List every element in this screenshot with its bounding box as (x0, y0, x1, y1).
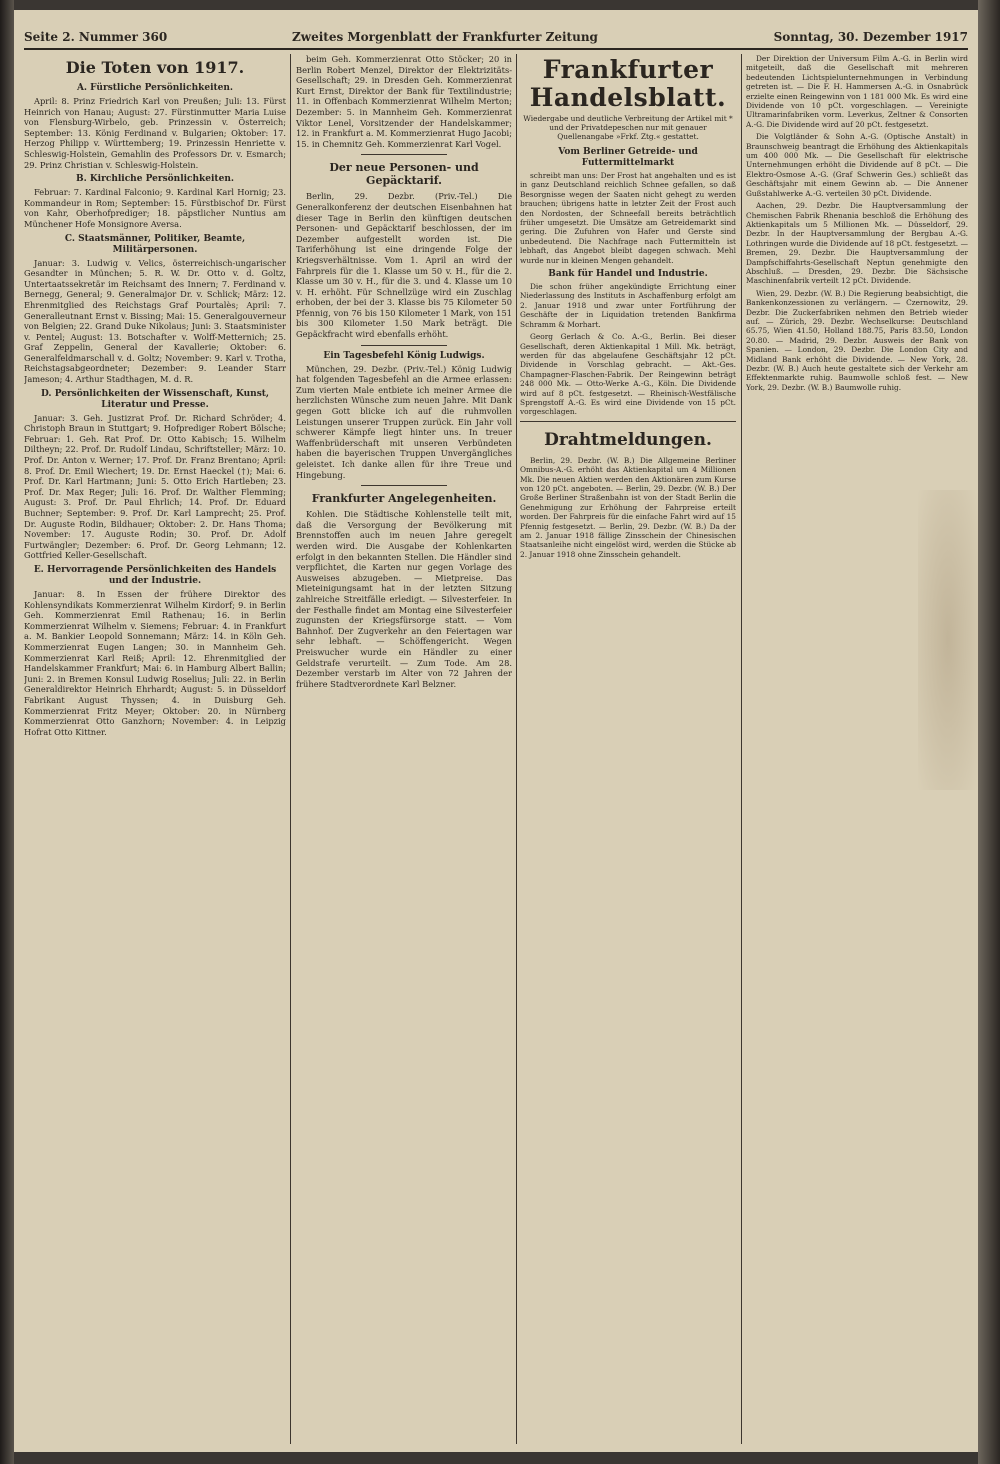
section-heading: E. Hervorragende Persönlichkeiten des Handels und der Industrie. (33, 564, 277, 586)
article-title: Vom Berliner Getreide- und Futtermittelmarkt (558, 147, 698, 168)
article-paragraph: April: 8. Prinz Friedrich Karl von Preußen; Juli: 13. Fürst Heinrich von Hanau; August: 27. Fürstinmutter Maria Luise von Flensburg-Wirbelo, geb. Prinzessin v. Österreich; September: 13. König Ferdinand v. Bulgarien; Oktober: 17. Herzog Philipp v. Württemberg; 19. Prinzessin Henriette v. Schleswig-Holstein, Gemahlin des Professors Dr. v. Esmarch; 29. Prinz Christian v. Schleswig-Holstein. (24, 96, 286, 170)
paper-title: Zweites Morgenblatt der Frankfurter Zeitung (292, 30, 598, 44)
page-edge-shadow (978, 0, 1000, 1464)
section-title: Drahtmeldungen. (520, 421, 736, 450)
article-paragraph: beim Geh. Kommerzienrat Otto Stöcker; 20 in Berlin Robert Menzel, Direktor der Elektrizitäts-Gesellschaft; 29. in Dresden Geh. Kommerzienrat Kurt Ernst, Direktor der Bank für Textilindustrie; 11. in Offenbach Kommerzienrat Wilhelm Merton; Dezember: 5. in Mannheim Geh. Kommerzienrat Viktor Lenel, Vorsitzender der Handelskammer; 12. in Frankfurt a. M. Kommerzienrat Hugo Jacobi; 15. in Chemnitz Geh. Kommerzienrat Karl Vogel. (296, 54, 512, 149)
newspaper-page (14, 10, 978, 1452)
copyright-note: Wiedergabe und deutliche Verbreitung der Artikel mit * und der Privatdepeschen nur mit genauer Quellenangabe »Frkf. Ztg.« gestattet. (523, 114, 733, 141)
section-heading: B. Kirchliche Persönlichkeiten. (75, 174, 234, 185)
article-paragraph: Kohlen. Die Städtische Kohlenstelle teilt mit, daß die Versorgung der Bevölkerung mit Brennstoffen auch im neuen Jahre geregelt werden wird. Die Ausgabe der Kohlenkarten erfolgt in den bekannten Stellen. Die Händler sind verpflichtet, die Karten nur gegen Vorlage des Ausweises abzugeben. — Mietpreise. Das Mieteinigungsamt hat in der letzten Sitzung zahlreiche Streitfälle erledigt. — Silvesterfeier. In der Festhalle findet am Montag eine Silvesterfeier zugunsten der Kriegsfürsorge statt. — Vom Bahnhof. Der Zugverkehr an den Feiertagen war sehr lebhaft. — Schöffengericht. Wegen Preiswucher wurde ein Händler zu einer Geldstrafe verurteilt. — Zum Tode. Am 28. Dezember verstarb im Alter von 72 Jahren der frühere Stadtverordnete Karl Belzner. (296, 509, 512, 689)
article-paragraph: Aachen, 29. Dezbr. Die Hauptversammlung der Chemischen Fabrik Rhenania beschloß die Erhöhung des Aktienkapitals um 5 Millionen Mk. — Düsseldorf, 29. Dezbr. In der Hauptversammlung der Bergbau A.-G. Lothringen wurde die Dividende auf 18 pCt. festgesetzt. — Bremen, 29. Dezbr. Die Hauptversammlung der Dampfschiffahrts-Gesellschaft Neptun genehmigte den Abschluß. — Dresden, 29. Dezbr. Die Sächsische Maschinenfabrik verteilt 12 pCt. Dividende. (746, 201, 968, 286)
section-title: Frankfurter Handelsblatt. (529, 55, 727, 112)
column-rule (290, 54, 291, 1444)
article-title: Der neue Personen- und Gepäcktarif. (329, 161, 479, 188)
article-paragraph: Februar: 7. Kardinal Falconio; 9. Kardinal Karl Hornig; 23. Kommandeur in Rom; September: 15. Fürstbischof Dr. Fürst von Kahr, Oberhofprediger; 18. päpstlicher Nuntius am Münchener Hofe Monsignore Aversa. (24, 187, 286, 229)
page-header (24, 30, 968, 50)
article-title: Die Toten von 1917. (65, 58, 245, 77)
article-paragraph: Januar: 3. Geh. Justizrat Prof. Dr. Richard Schröder; 4. Christoph Braun in Stuttgart; 9. Hofprediger Robert Bölsche; Februar: 1. Geh. Rat Prof. Dr. Otto Kabisch; 15. Wilhelm Diltheyn; 22. Prof. Dr. Rudolf Lindau, Schriftsteller; März: 10. Prof. Dr. Anton v. Werner; 17. Prof. Dr. Franz Brentano; April: 8. Prof. Dr. Emil Wiechert; 19. Dr. Ernst Haeckel (†); Mai: 6. Prof. Dr. Karl Hartmann; Juni: 5. Otto Erich Hartleben; 23. Prof. Dr. Max Reger; Juli: 16. Prof. Dr. Walther Flemming; August: 3. Prof. Dr. Paul Ehrlich; 14. Prof. Dr. Eduard Buchner; September: 9. Prof. Dr. Karl Lamprecht; 25. Prof. Dr. Auguste Rodin, Bildhauer; Oktober: 2. Dr. Hans Thoma; November: 17. Auguste Rodin; 30. Prof. Dr. Adolf Furtwängler; Dezember: 6. Prof. Dr. Georg Lehmann; 12. Gottfried Keller-Gesellschaft. (24, 412, 286, 561)
article-paragraph: Die Volgtländer & Sohn A.-G. (Optische Anstalt) in Braunschweig beantragt die Erhöhung des Aktienkapitals um 400 000 Mk. — Die Gesellschaft für elektrische Unternehmungen erhöht die Dividende auf 8 pCt. — Die Elektro-Osmose A.-G. (Graf Schwerin Ges.) schließt das Geschäftsjahr mit einem Gewinn ab. — Die Annener Gußstahlwerke A.-G. verteilen 30 pCt. Dividende. (746, 132, 968, 198)
article-paragraph: Georg Gerlach & Co. A.-G., Berlin. Bei dieser Gesellschaft, deren Aktienkapital 1 Mill. Mk. beträgt, werden für das abgelaufene Geschäftsjahr 12 pCt. Dividende in Vorschlag gebracht. — Akt.-Ges. Champagner-Flaschen-Fabrik. Der Reingewinn beträgt 248 000 Mk. — Otto-Werke A.-G., Köln. Die Dividende wird auf 8 pCt. festgesetzt. — Rheinisch-Westfälische Sprengstoff A.-G. Es wird eine Dividende von 15 pCt. vorgeschlagen. (520, 332, 736, 417)
column-news (296, 54, 512, 1444)
page-binding-shadow (0, 0, 14, 1464)
page-date: Sonntag, 30. Dezember 1917 (773, 30, 968, 44)
article-paragraph: Der Direktion der Universum Film A.-G. in Berlin wird mitgeteilt, daß die Gesellschaft mit mehreren bedeutenden Lichtspielunternehmungen in Verbindung getreten ist. — Die F. H. Hammersen A.-G. in Osnabrück erzielte einen Reingewinn von 1 181 000 Mk. Es wird eine Dividende von 10 pCt. vorgeschlagen. — Vereinigte Ultramarinfabriken vorm. Leverkus, Zeltner & Consorten A.-G. Die Dividende wird auf 20 pCt. festgesetzt. (746, 54, 968, 129)
article-paragraph: Wien, 29. Dezbr. (W. B.) Die Regierung beabsichtigt, die Bankenkonzessionen zu verlängern. — Czernowitz, 29. Dezbr. Die Zuckerfabriken nehmen den Betrieb wieder auf. — Zürich, 29. Dezbr. Wechselkurse: Deutschland 65.75, Wien 41.50, Holland 188.75, Paris 83.50, London 20.80. — Madrid, 29. Dezbr. Ausweis der Bank von Spanien. — London, 29. Dezbr. Die London City and Midland Bank erhöht die Dividende. — New York, 28. Dezbr. (W. B.) Auch heute gestaltete sich der Verkehr am Effektenmarkte ruhig. Baumwolle schloß fest. — New York, 29. Dezbr. (W. B.) Baumwolle ruhig. (746, 288, 968, 392)
section-heading: A. Fürstliche Persönlichkeiten. (76, 83, 234, 93)
column-rule (741, 54, 742, 1444)
column-rule (516, 54, 517, 1444)
divider (361, 154, 447, 155)
section-heading: D. Persönlichkeiten der Wissenschaft, Kunst, Literatur und Presse. (40, 388, 270, 410)
article-paragraph: Januar: 8. In Essen der frühere Direktor des Kohlensyndikats Kommerzienrat Wilhelm Kirdorf; 9. in Berlin Geh. Kommerzienrat Emil Rathenau; 16. in Berlin Kommerzienrat Wilhelm v. Siemens; Februar: 4. in Frankfurt a. M. Bankier Leopold Sonnemann; März: 14. in Köln Geh. Kommerzienrat Eugen Langen; 30. in Mannheim Geh. Kommerzienrat Karl Reiß; April: 12. Ehrenmitglied der Handelskammer Frankfurt; Mai: 6. in Hamburg Albert Ballin; Juni: 2. in Bremen Konsul Ludwig Roselius; Juli: 22. in Berlin Generaldirektor Heinrich Ehrhardt; August: 5. in Düsseldorf Fabrikant August Thyssen; 4. in Duisburg Geh. Kommerzienrat Fritz Meyer; Oktober: 20. in Nürnberg Kommerzienrat Otto Ganzhorn; November: 4. in Leipzig Hofrat Otto Kittner. (24, 588, 286, 737)
article-paragraph: schreibt man uns: Der Frost hat angehalten und es ist in ganz Deutschland reichlich Schnee gefallen, so daß Besorgnisse wegen der Saaten nicht gehegt zu werden brauchen; übrigens hatte in letzter Zeit der Frost auch den Nordosten, der Schneefall bereits beträchtlich früher umgesetzt. Die Umsätze am Getreidemarkt sind gering. Die Zufuhren von Hafer und Gerste sind unbedeutend. Die Nachfrage nach Futtermitteln ist lebhaft, das Angebot bleibt dagegen schwach. Mehl wurde nur in kleinen Mengen gehandelt. (520, 171, 736, 265)
article-paragraph: Die schon früher angekündigte Errichtung einer Niederlassung des Instituts in Aschaffenburg erfolgt am 2. Januar 1918 und zwar unter Fortführung der Geschäfte der in Liquidation tretenden Bankfirma Schramm & Morhart. (520, 282, 736, 329)
article-paragraph: Berlin, 29. Dezbr. (Priv.-Tel.) Die Generalkonferenz der deutschen Eisenbahnen hat dieser Tage in Berlin den künftigen deutschen Personen- und Gepäcktarif beschlossen, der im Dezember aufgestellt worden ist. Die Tariferhöhung ist eine dringende Folge der Kriegsverhältnisse. Vom 1. April an wird der Fahrpreis für die 1. Klasse um 50 v. H., für die 2. Klasse um 30 v. H., für die 3. und 4. Klasse um 10 v. H. erhöht. Für Schnellzüge wird ein Zuschlag erhoben, der bei der 3. Klasse bis 75 Kilometer 50 Pfennig, von 76 bis 150 Kilometer 1 Mark, von 151 bis 300 Kilometer 1.50 Mark beträgt. Die Gepäckfracht wird ebenfalls erhöht. (296, 191, 512, 340)
column-business-news (746, 54, 968, 1444)
article-title: Bank für Handel und Industrie. (548, 269, 708, 280)
section-heading: C. Staatsmänner, Politiker, Beamte, Militärpersonen. (64, 233, 246, 255)
article-paragraph: Berlin, 29. Dezbr. (W. B.) Die Allgemeine Berliner Omnibus-A.-G. erhöht das Aktienkapital um 4 Millionen Mk. Die neuen Aktien werden den Aktionären zum Kurse von 120 pCt. angeboten. — Berlin, 29. Dezbr. (W. B.) Der Große Berliner Straßenbahn ist von der Stadt Berlin die Genehmigung zur Erhöhung der Fahrpreise erteilt worden. Der Fahrpreis für die einfache Fahrt wird auf 15 Pfennig festgesetzt. — Berlin, 29. Dezbr. (W. B.) Da der am 2. Januar 1918 fällige Zinsschein der Chinesischen Staatsanleihe nicht eingelöst wird, werden die Stücke ab 2. Januar 1918 ohne Zinsschein gehandelt. (520, 455, 736, 559)
article-paragraph: Januar: 3. Ludwig v. Velics, österreichisch-ungarischer Gesandter in München; 5. R. W. Dr. Otto v. d. Goltz, Untertaatssekretär im Reichsamt des Innern; 7. Ferdinand v. Bernegg, General; 9. Generalmajor Dr. v. Schlick; März: 12. Ehrenmitglied des Reichstags Graf Pourtalès; April: 7. Generalleutnant Ernst v. Bissing; Mai: 15. Generalgouverneur von Belgien; 22. Grand Duke Nikolaus; Juni: 3. Staatsminister v. Pentel; August: 13. Botschafter v. Wolff-Metternich; 25. Graf Zeppelin, General der Kavallerie; Oktober: 6. Generalfeldmarschall v. d. Goltz; November: 9. Karl v. Trotha, Reichstagsabgeordneter; Dezember: 9. Leander Starr Jameson; 4. Arthur Stadthagen, M. d. R. (24, 257, 286, 385)
column-commerce (520, 54, 736, 1444)
divider (361, 485, 447, 486)
article-title: Frankfurter Angelegenheiten. (311, 492, 497, 506)
divider (361, 345, 447, 346)
page-number: Seite 2. Nummer 360 (24, 30, 168, 44)
column-obituaries (24, 54, 286, 1444)
article-title: Ein Tagesbefehl König Ludwigs. (323, 350, 485, 361)
article-paragraph: München, 29. Dezbr. (Priv.-Tel.) König Ludwig hat folgenden Tagesbefehl an die Armee erlassen: Zum vierten Male entbiete ich meiner Armee die herzlichsten Wünsche zum neuen Jahre. Mit Dank gegen Gott blicke ich auf die ruhmvollen Leistungen unserer Truppen zurück. Ein Jahr voll schwerer Kämpfe liegt hinter uns. In treuer Waffenbrüderschaft mit unseren Verbündeten haben die bayerischen Truppen Unvergängliches geleistet. Ich danke allen für ihre Treue und Hingebung. (296, 363, 512, 480)
